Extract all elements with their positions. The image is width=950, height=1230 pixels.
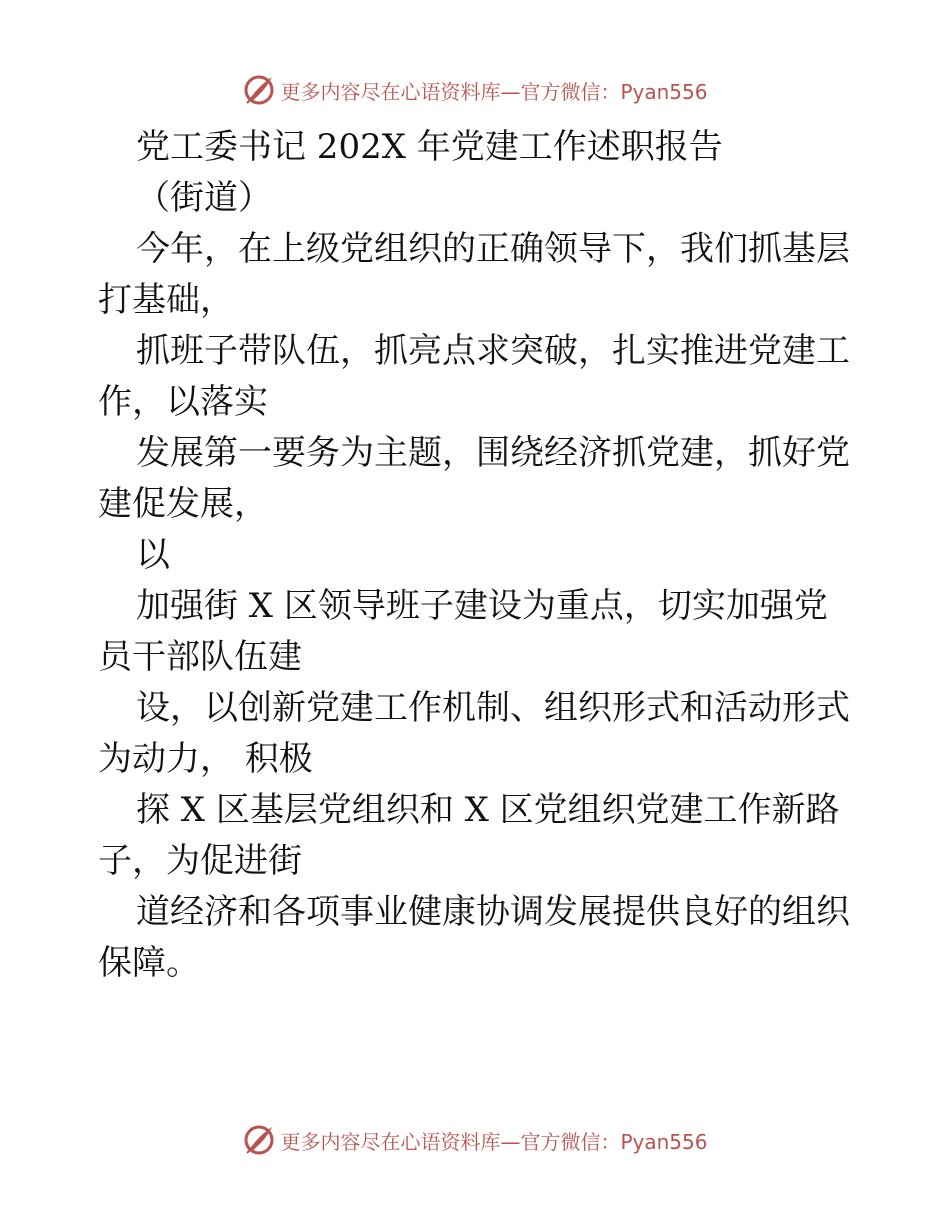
text-line: 抓班子带队伍，抓亮点求突破，扎实推进党建工: [136, 331, 850, 371]
text-line: 道经济和各项事业健康协调发展提供良好的组织: [136, 892, 850, 932]
text-line: 党工委书记 202X 年党建工作述职报告: [136, 127, 723, 167]
text-line: 以: [136, 535, 170, 575]
watermark-text: 更多内容尽在心语资料库—官方微信：Pyan556: [280, 79, 708, 104]
text-line: 作，以落实: [98, 382, 268, 422]
text-line: （街道）: [136, 178, 272, 218]
text-line: 加强街 X 区领导班子建设为重点，切实加强党: [136, 586, 828, 626]
document-body: [98, 122, 868, 989]
watermark-footer: [0, 1120, 950, 1160]
watermark-header: [0, 70, 950, 110]
text-line: 发展第一要务为主题，围绕经济抓党建，抓好党: [136, 433, 850, 473]
text-line: 保障。: [98, 943, 200, 983]
text-line: 今年，在上级党组织的正确领导下，我们抓基层: [136, 229, 850, 269]
text-line: 员干部队伍建: [98, 637, 302, 677]
quill-logo-icon: [242, 1123, 276, 1157]
text-line: 为动力， 积极: [98, 739, 313, 779]
text-line: 探 X 区基层党组织和 X 区党组织党建工作新路: [136, 790, 840, 830]
text-line: 设，以创新党建工作机制、组织形式和活动形式: [136, 688, 850, 728]
text-line: 建促发展，: [98, 484, 268, 524]
watermark-text: 更多内容尽在心语资料库—官方微信：Pyan556: [280, 1129, 708, 1154]
text-line: 打基础，: [98, 280, 234, 320]
text-line: 子，为促进街: [98, 841, 302, 881]
quill-logo-icon: [242, 73, 276, 107]
